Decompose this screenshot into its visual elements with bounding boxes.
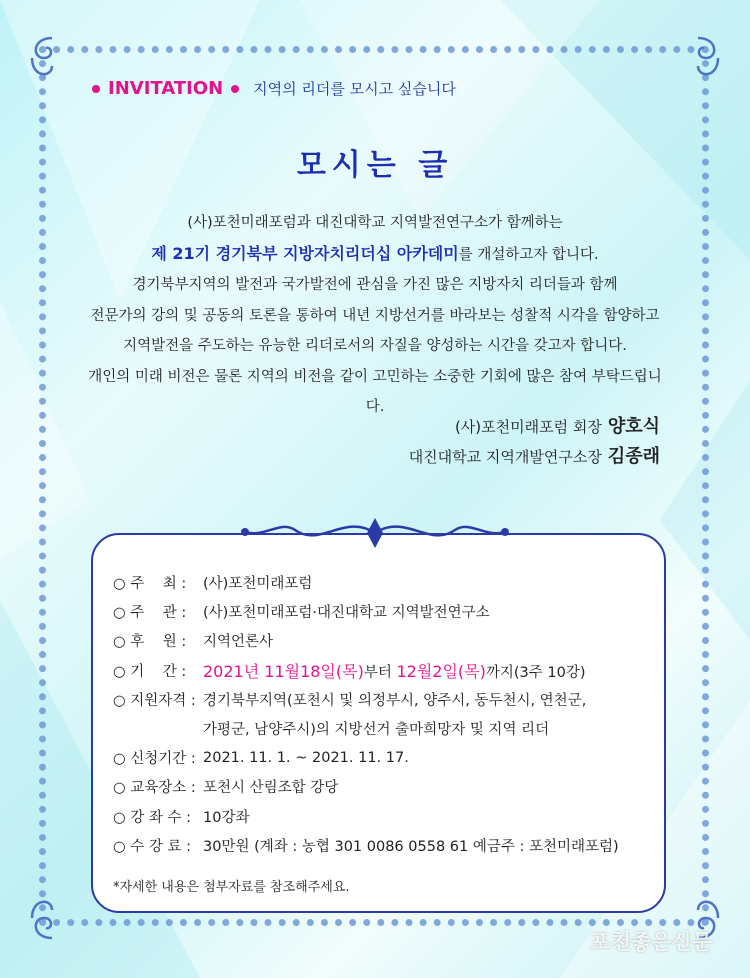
detail-label: ○ 기 간 : [113,663,187,680]
detail-label: ○ 교육장소 : [113,780,196,797]
corner-flourish-icon [668,28,728,88]
detail-row-application [113,743,619,772]
signature-name: 양호식 [607,416,660,437]
detail-row-eligibility [113,685,619,714]
page-title: 모시는 글 [296,148,454,183]
detail-row-lectures [113,802,619,831]
detail-row-venue [113,772,619,801]
body-line: 경기북부지역의 발전과 국가발전에 관심을 가진 많은 지방자치 리더들과 함께 [132,277,618,293]
footnote: *자세한 내용은 첨부자료를 참조해주세요. [113,880,350,895]
detail-value: 포천시 산림조합 강당 [203,780,339,797]
detail-label: ○ 주 관 : [113,605,187,622]
bullet-dot-icon [92,85,100,93]
detail-label: ○ 후 원 : [113,634,187,651]
publisher-watermark: 포천좋은신문 [590,930,712,954]
period-start: 2021년 11월18일(목) [203,661,364,681]
detail-value: (사)포천미래포럼 [203,576,313,593]
period-from: 부터 [363,664,397,681]
detail-row-host [113,568,619,597]
corner-flourish-icon [22,888,82,948]
corner-flourish-icon [22,28,82,88]
signature-org: (사)포천미래포럼 회장 [454,418,602,436]
detail-value [203,659,586,682]
detail-value: 경기북부지역(포천시 및 의정부시, 양주시, 동두천시, 연천군, [203,692,587,709]
academy-name: 제 21기 경기북부 지방자치리더십 아카데미 [151,243,459,263]
detail-value: 10강좌 [203,809,250,826]
detail-value: 지역언론사 [203,634,274,651]
period-rest: 까지(3주 10강) [485,664,586,681]
signature-org: 대진대학교 지역개발연구소장 [408,448,602,466]
detail-label: ○ 강 좌 수 : [113,809,191,826]
signature-institute-director [409,442,660,468]
detail-row-eligibility-cont [113,714,619,743]
signature-name: 김종래 [607,446,660,467]
body-line: (사)포천미래포럼과 대진대학교 지역발전연구소가 함께하는 [187,215,563,231]
body-line [80,239,670,271]
body-line: 개인의 미래 비전은 물론 지역의 비전을 같이 고민하는 소중한 기회에 많은 참여 부탁드립니다. [88,368,662,415]
detail-value: 2021. 11. 1. ~ 2021. 11. 17. [203,749,409,766]
detail-label: ○ 주 최 : [113,576,187,593]
body-line: 지역발전을 주도하는 유능한 리더로서의 자질을 양성하는 시간을 갖고자 합니다. [123,338,627,354]
body-line-rest: 를 개설하고자 합니다. [458,246,599,263]
detail-label: ○ 신청기간 : [113,751,196,768]
detail-value: 가평군, 남양주시)의 지방선거 출마희망자 및 지역 리더 [203,722,550,739]
detail-label: ○ 지원자격 : [113,692,196,709]
period-end: 12월2일(목) [396,661,486,681]
detail-label: ○ 수 강 료 : [113,838,191,855]
header-subtitle: 지역의 리더를 모시고 싶습니다 [253,80,456,98]
bullet-dot-icon [231,85,239,93]
detail-row-fee [113,831,619,860]
scroll-ornament-icon [225,508,525,558]
detail-row-period [113,656,619,685]
invitation-label: INVITATION [108,78,224,99]
detail-row-sponsor [113,626,619,655]
event-details [113,568,619,860]
invitation-body [80,208,670,423]
detail-value: 30만원 (계좌 : 농협 301 0086 0558 61 예금주 : 포천미래포럼) [203,838,619,855]
detail-value: (사)포천미래포럼·대진대학교 지역발전연구소 [203,605,490,622]
signature-forum-president [455,412,660,438]
body-line: 전문가의 강의 및 공동의 토론을 통하여 내년 지방선거를 바라보는 성찰적 시각을 함양하고 [90,307,660,324]
header [92,78,456,99]
detail-row-organizer [113,597,619,626]
